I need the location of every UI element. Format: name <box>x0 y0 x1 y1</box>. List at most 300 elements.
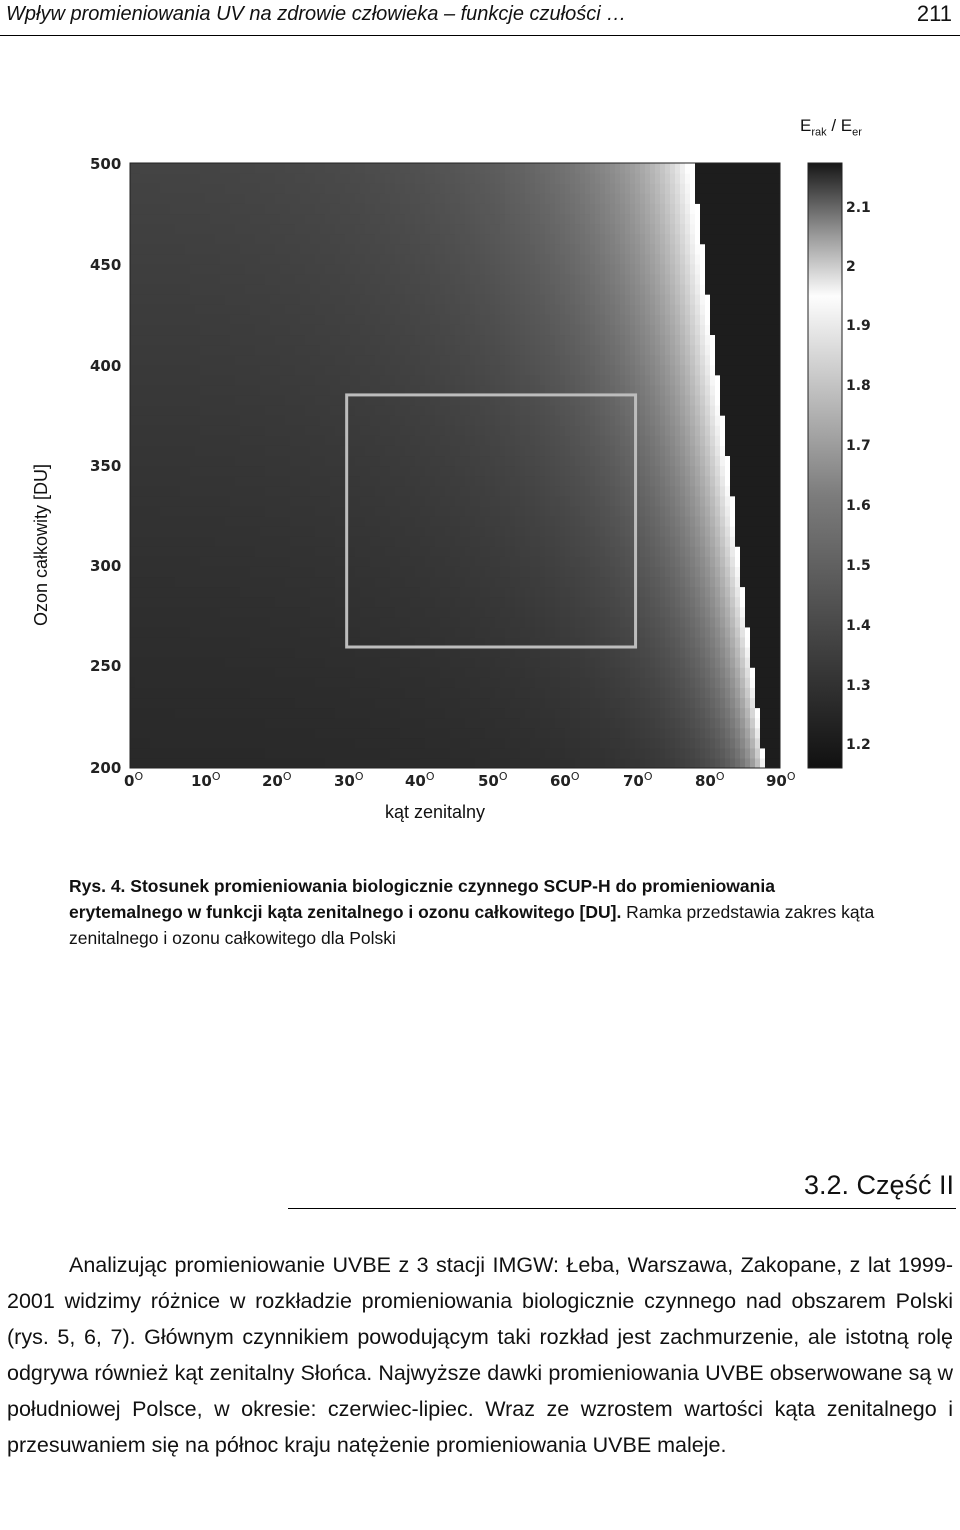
heatmap-cell <box>230 647 236 658</box>
heatmap-cell <box>325 264 331 275</box>
heatmap-cell <box>535 546 541 557</box>
heatmap-cell <box>355 365 361 376</box>
heatmap-cell <box>440 395 446 406</box>
heatmap-cell <box>145 546 151 557</box>
heatmap-cell <box>495 677 501 688</box>
heatmap-cell <box>145 758 151 769</box>
heatmap-cell <box>495 657 501 668</box>
heatmap-cell <box>420 667 426 678</box>
heatmap-cell <box>340 687 346 698</box>
heatmap-cell <box>135 445 141 456</box>
heatmap-cell <box>525 617 531 628</box>
heatmap-cell <box>365 324 371 335</box>
heatmap-cell <box>460 415 466 426</box>
heatmap-cell <box>140 163 146 174</box>
heatmap-cell <box>460 556 466 567</box>
heatmap-cell <box>205 546 211 557</box>
heatmap-cell <box>360 687 366 698</box>
heatmap-cell <box>530 314 536 325</box>
heatmap-cell <box>330 647 336 658</box>
heatmap-cell <box>365 334 371 345</box>
heatmap-cell <box>515 597 521 608</box>
heatmap-cell <box>155 526 161 537</box>
heatmap-cell <box>300 466 306 477</box>
heatmap-cell <box>270 415 276 426</box>
heatmap-cell <box>465 345 471 356</box>
heatmap-cell <box>360 445 366 456</box>
heatmap-cell <box>470 506 476 517</box>
heatmap-cell <box>480 677 486 688</box>
heatmap-cell <box>480 536 486 547</box>
heatmap-cell <box>280 425 286 436</box>
heatmap-cell <box>500 365 506 376</box>
heatmap-cell <box>400 264 406 275</box>
heatmap-cell <box>315 496 321 507</box>
heatmap-cell <box>290 466 296 477</box>
heatmap-cell <box>480 466 486 477</box>
heatmap-cell <box>170 163 176 174</box>
heatmap-cell <box>445 304 451 315</box>
heatmap-cell <box>285 324 291 335</box>
heatmap-cell <box>180 294 186 305</box>
heatmap-cell <box>450 345 456 356</box>
heatmap-cell <box>535 334 541 345</box>
heatmap-cell <box>205 385 211 396</box>
heatmap-cell <box>170 546 176 557</box>
heatmap-cell <box>400 758 406 769</box>
heatmap-cell <box>275 687 281 698</box>
heatmap-cell <box>425 435 431 446</box>
heatmap-cell <box>240 213 246 224</box>
heatmap-cell <box>265 183 271 194</box>
heatmap-cell <box>245 375 251 386</box>
heatmap-cell <box>230 536 236 547</box>
heatmap-cell <box>305 163 311 174</box>
heatmap-cell <box>485 445 491 456</box>
heatmap-cell <box>200 516 206 527</box>
heatmap-cell <box>315 355 321 366</box>
heatmap-cell <box>355 607 361 618</box>
heatmap-cell <box>220 728 226 739</box>
heatmap-cell <box>450 718 456 729</box>
heatmap-cell <box>380 587 386 598</box>
heatmap-cell <box>490 697 496 708</box>
heatmap-cell <box>225 697 231 708</box>
heatmap-cell <box>170 234 176 245</box>
heatmap-cell <box>245 415 251 426</box>
heatmap-cell <box>455 425 461 436</box>
heatmap-cell <box>330 375 336 386</box>
heatmap-cell <box>295 647 301 658</box>
heatmap-cell <box>430 415 436 426</box>
heatmap-cell <box>250 183 256 194</box>
heatmap-cell <box>370 405 376 416</box>
heatmap-cell <box>250 405 256 416</box>
heatmap-cell <box>340 244 346 255</box>
heatmap-cell <box>365 506 371 517</box>
heatmap-cell <box>145 687 151 698</box>
heatmap-cell <box>415 597 421 608</box>
heatmap-cell <box>315 375 321 386</box>
heatmap-cell <box>355 476 361 487</box>
heatmap-cell <box>165 748 171 759</box>
heatmap-cell <box>525 657 531 668</box>
heatmap-cell <box>360 466 366 477</box>
heatmap-cell <box>205 183 211 194</box>
heatmap-cell <box>195 435 201 446</box>
heatmap-cell <box>140 193 146 204</box>
heatmap-cell <box>225 455 231 466</box>
heatmap-cell <box>195 576 201 587</box>
heatmap-cell <box>350 455 356 466</box>
heatmap-cell <box>320 163 326 174</box>
heatmap-cell <box>340 425 346 436</box>
heatmap-cell <box>500 193 506 204</box>
heatmap-cell <box>360 476 366 487</box>
heatmap-cell <box>490 486 496 497</box>
heatmap-cell <box>475 466 481 477</box>
heatmap-cell <box>145 405 151 416</box>
heatmap-cell <box>390 455 396 466</box>
heatmap-cell <box>255 556 261 567</box>
heatmap-cell <box>215 324 221 335</box>
heatmap-cell <box>375 425 381 436</box>
heatmap-cell <box>395 526 401 537</box>
heatmap-cell <box>145 738 151 749</box>
heatmap-cell <box>190 687 196 698</box>
heatmap-cell <box>485 264 491 275</box>
heatmap-cell <box>360 677 366 688</box>
heatmap-cell <box>200 314 206 325</box>
heatmap-cell <box>520 748 526 759</box>
heatmap-cell <box>400 657 406 668</box>
heatmap-cell <box>170 486 176 497</box>
heatmap-cell <box>165 254 171 265</box>
heatmap-cell <box>495 203 501 214</box>
heatmap-cell <box>225 334 231 345</box>
heatmap-cell <box>485 476 491 487</box>
heatmap-cell <box>320 758 326 769</box>
heatmap-cell <box>455 435 461 446</box>
heatmap-cell <box>300 203 306 214</box>
heatmap-cell <box>395 254 401 265</box>
heatmap-cell <box>500 657 506 668</box>
heatmap-cell <box>440 264 446 275</box>
heatmap-cell <box>160 597 166 608</box>
heatmap-cell <box>495 667 501 678</box>
heatmap-cell <box>500 324 506 335</box>
heatmap-cell <box>520 415 526 426</box>
heatmap-cell <box>475 435 481 446</box>
heatmap-cell <box>510 304 516 315</box>
heatmap-cell <box>350 627 356 638</box>
heatmap-cell <box>220 597 226 608</box>
heatmap-cell <box>375 234 381 245</box>
heatmap-cell <box>275 425 281 436</box>
heatmap-cell <box>155 375 161 386</box>
heatmap-cell <box>310 738 316 749</box>
heatmap-cell <box>180 728 186 739</box>
heatmap-cell <box>210 405 216 416</box>
heatmap-cell <box>265 687 271 698</box>
heatmap-cell <box>430 657 436 668</box>
heatmap-cell <box>540 455 546 466</box>
heatmap-cell <box>390 587 396 598</box>
heatmap-cell <box>430 183 436 194</box>
heatmap-cell <box>260 304 266 315</box>
heatmap-cell <box>505 234 511 245</box>
heatmap-cell <box>200 697 206 708</box>
heatmap-cell <box>330 738 336 749</box>
heatmap-cell <box>545 647 551 658</box>
heatmap-cell <box>370 576 376 587</box>
heatmap-cell <box>175 284 181 295</box>
heatmap-cell <box>295 274 301 285</box>
heatmap-cell <box>285 254 291 265</box>
heatmap-cell <box>355 486 361 497</box>
heatmap-cell <box>395 395 401 406</box>
heatmap-cell <box>130 294 136 305</box>
heatmap-cell <box>475 244 481 255</box>
heatmap-cell <box>410 314 416 325</box>
heatmap-cell <box>395 334 401 345</box>
heatmap-cell <box>325 274 331 285</box>
heatmap-cell <box>160 203 166 214</box>
heatmap-cell <box>185 597 191 608</box>
heatmap-cell <box>385 476 391 487</box>
heatmap-cell <box>495 375 501 386</box>
heatmap-cell <box>180 576 186 587</box>
heatmap-cell <box>285 183 291 194</box>
heatmap-cell <box>200 566 206 577</box>
heatmap-cell <box>500 647 506 658</box>
heatmap-cell <box>255 667 261 678</box>
heatmap-cell <box>535 597 541 608</box>
heatmap-cell <box>195 183 201 194</box>
heatmap-cell <box>280 254 286 265</box>
heatmap-cell <box>445 163 451 174</box>
heatmap-cell <box>510 445 516 456</box>
heatmap-cell <box>130 324 136 335</box>
heatmap-cell <box>435 455 441 466</box>
heatmap-cell <box>310 334 316 345</box>
heatmap-cell <box>455 395 461 406</box>
heatmap-cell <box>450 455 456 466</box>
heatmap-cell <box>500 234 506 245</box>
heatmap-cell <box>520 355 526 366</box>
heatmap-cell <box>130 536 136 547</box>
heatmap-cell <box>360 365 366 376</box>
heatmap-cell <box>320 324 326 335</box>
heatmap-cell <box>180 445 186 456</box>
heatmap-cell <box>300 496 306 507</box>
heatmap-cell <box>400 334 406 345</box>
heatmap-cell <box>140 264 146 275</box>
heatmap-cell <box>265 718 271 729</box>
heatmap-cell <box>445 697 451 708</box>
heatmap-cell <box>360 294 366 305</box>
heatmap-cell <box>390 597 396 608</box>
heatmap-cell <box>465 486 471 497</box>
heatmap-cell <box>375 163 381 174</box>
heatmap-cell <box>475 445 481 456</box>
heatmap-cell <box>215 294 221 305</box>
heatmap-cell <box>220 445 226 456</box>
heatmap-cell <box>265 526 271 537</box>
heatmap-cell <box>310 506 316 517</box>
heatmap-cell <box>245 355 251 366</box>
heatmap-cell <box>320 496 326 507</box>
heatmap-cell <box>475 395 481 406</box>
heatmap-cell <box>340 213 346 224</box>
heatmap-cell <box>355 264 361 275</box>
heatmap-cell <box>385 607 391 618</box>
heatmap-cell <box>405 213 411 224</box>
heatmap-cell <box>250 516 256 527</box>
heatmap-cell <box>285 385 291 396</box>
heatmap-cell <box>245 163 251 174</box>
heatmap-cell <box>540 617 546 628</box>
heatmap-cell <box>150 334 156 345</box>
heatmap-cell <box>355 395 361 406</box>
heatmap-cell <box>520 607 526 618</box>
heatmap-cell <box>140 496 146 507</box>
heatmap-cell <box>390 677 396 688</box>
heatmap-cell <box>530 466 536 477</box>
heatmap-cell <box>520 274 526 285</box>
heatmap-cell <box>270 738 276 749</box>
heatmap-cell <box>395 587 401 598</box>
heatmap-cell <box>410 516 416 527</box>
heatmap-cell <box>230 224 236 235</box>
heatmap-cell <box>300 324 306 335</box>
heatmap-cell <box>380 476 386 487</box>
heatmap-cell <box>470 425 476 436</box>
heatmap-cell <box>185 556 191 567</box>
heatmap-cell <box>355 355 361 366</box>
heatmap-cell <box>295 556 301 567</box>
heatmap-cell <box>320 536 326 547</box>
heatmap-cell <box>235 375 241 386</box>
heatmap-cell <box>465 657 471 668</box>
heatmap-cell <box>190 264 196 275</box>
heatmap-cell <box>305 425 311 436</box>
heatmap-cell <box>405 395 411 406</box>
heatmap-cell <box>525 647 531 658</box>
heatmap-cell <box>165 617 171 628</box>
heatmap-cell <box>165 526 171 537</box>
heatmap-cell <box>315 566 321 577</box>
heatmap-cell <box>220 546 226 557</box>
heatmap-cell <box>135 647 141 658</box>
heatmap-cell <box>415 375 421 386</box>
heatmap-cell <box>160 324 166 335</box>
heatmap-cell <box>225 345 231 356</box>
heatmap-cell <box>460 697 466 708</box>
heatmap-cell <box>440 566 446 577</box>
heatmap-cell <box>275 476 281 487</box>
heatmap-cell <box>410 466 416 477</box>
heatmap-cell <box>180 617 186 628</box>
heatmap-cell <box>135 516 141 527</box>
heatmap-cell <box>190 405 196 416</box>
heatmap-cell <box>395 445 401 456</box>
heatmap-cell <box>250 627 256 638</box>
heatmap-cell <box>155 687 161 698</box>
heatmap-cell <box>260 445 266 456</box>
heatmap-cell <box>440 486 446 497</box>
heatmap-cell <box>530 203 536 214</box>
heatmap-cell <box>270 627 276 638</box>
heatmap-cell <box>355 455 361 466</box>
heatmap-cell <box>275 264 281 275</box>
heatmap-cell <box>415 587 421 598</box>
heatmap-cell <box>505 597 511 608</box>
heatmap-cell <box>485 365 491 376</box>
heatmap-cell <box>490 264 496 275</box>
heatmap-cell <box>255 718 261 729</box>
heatmap-cell <box>425 597 431 608</box>
heatmap-cell <box>385 405 391 416</box>
heatmap-cell <box>210 304 216 315</box>
heatmap-cell <box>240 304 246 315</box>
heatmap-cell <box>510 607 516 618</box>
heatmap-cell <box>240 587 246 598</box>
heatmap-cell <box>325 627 331 638</box>
heatmap-cell <box>210 213 216 224</box>
heatmap-cell <box>505 183 511 194</box>
heatmap-cell <box>245 173 251 184</box>
heatmap-cell <box>190 708 196 719</box>
heatmap-cell <box>320 264 326 275</box>
heatmap-cell <box>155 657 161 668</box>
heatmap-cell <box>430 365 436 376</box>
heatmap-cell <box>465 234 471 245</box>
heatmap-cell <box>465 687 471 698</box>
heatmap-cell <box>510 284 516 295</box>
heatmap-cell <box>275 224 281 235</box>
heatmap-cell <box>250 234 256 245</box>
heatmap-cell <box>210 355 216 366</box>
heatmap-cell <box>415 183 421 194</box>
heatmap-cell <box>175 708 181 719</box>
heatmap-cell <box>435 294 441 305</box>
heatmap-cell <box>215 375 221 386</box>
heatmap-cell <box>465 738 471 749</box>
heatmap-cell <box>535 395 541 406</box>
heatmap-cell <box>215 738 221 749</box>
heatmap-cell <box>460 576 466 587</box>
heatmap-cell <box>335 244 341 255</box>
heatmap-cell <box>410 677 416 688</box>
heatmap-cell <box>425 556 431 567</box>
heatmap-cell <box>315 687 321 698</box>
heatmap-cell <box>495 526 501 537</box>
heatmap-cell <box>205 254 211 265</box>
heatmap-cell <box>180 274 186 285</box>
heatmap-cell <box>230 405 236 416</box>
heatmap-cell <box>335 637 341 648</box>
heatmap-cell <box>135 566 141 577</box>
heatmap-cell <box>365 697 371 708</box>
heatmap-cell <box>150 365 156 376</box>
heatmap-cell <box>310 385 316 396</box>
heatmap-cell <box>540 516 546 527</box>
heatmap-cell <box>315 314 321 325</box>
heatmap-cell <box>405 163 411 174</box>
heatmap-cell <box>295 536 301 547</box>
heatmap-cell <box>320 617 326 628</box>
